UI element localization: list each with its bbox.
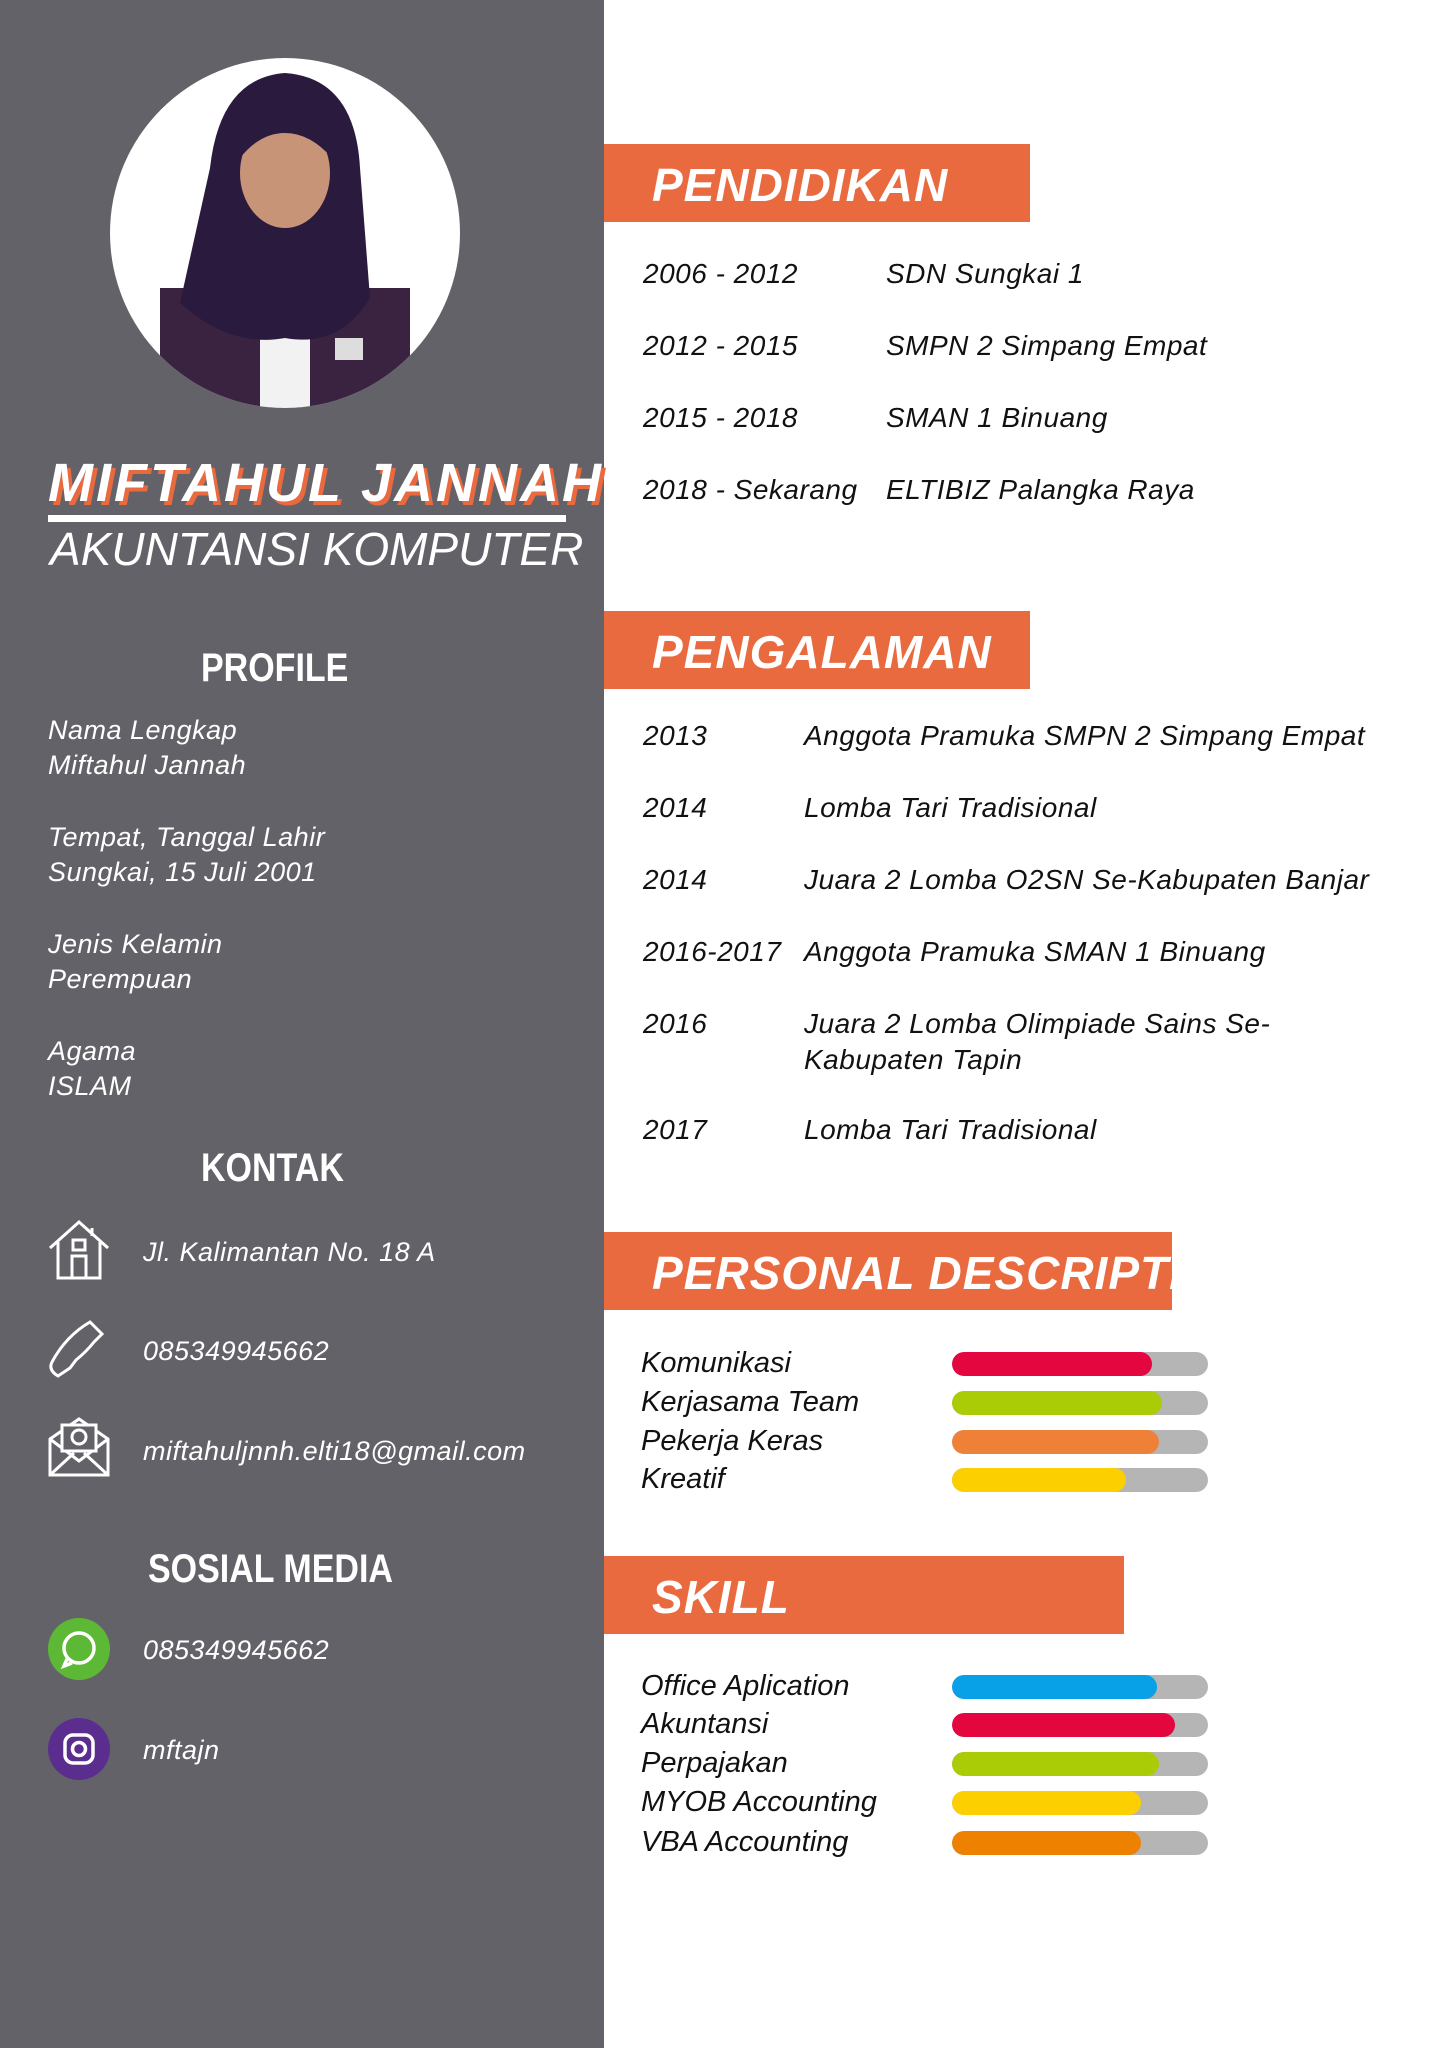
progress-track	[952, 1391, 1208, 1415]
whatsapp-number: 085349945662	[143, 1635, 330, 1665]
personal-banner	[604, 1232, 1254, 1310]
experience-banner	[604, 611, 1030, 689]
progress-track	[952, 1831, 1208, 1855]
experience-year: 2014	[643, 864, 708, 895]
progress-fill	[952, 1713, 1175, 1737]
bar-label: Perpajakan	[641, 1747, 788, 1779]
field-label: Jenis Kelamin	[48, 929, 223, 959]
bar-label: VBA Accounting	[641, 1826, 849, 1858]
progress-track	[952, 1713, 1208, 1737]
bar-label: Komunikasi	[641, 1347, 791, 1379]
progress-track	[952, 1430, 1208, 1454]
progress-fill	[952, 1752, 1159, 1776]
experience-text: Kabupaten Tapin	[804, 1044, 1023, 1075]
email-text[interactable]: miftahuljnnh.elti18@gmail.com	[143, 1436, 526, 1466]
progress-fill	[952, 1352, 1152, 1376]
bar-label: Akuntansi	[641, 1708, 769, 1740]
progress-fill	[952, 1391, 1162, 1415]
experience-text: Lomba Tari Tradisional	[804, 1114, 1097, 1145]
address-text: Jl. Kalimantan No. 18 A	[143, 1237, 436, 1267]
bar-label: Kreatif	[641, 1463, 725, 1495]
progress-track	[952, 1468, 1208, 1492]
progress-fill	[952, 1831, 1141, 1855]
field-value: ISLAM	[48, 1071, 132, 1101]
education-heading: PENDIDIKAN	[652, 159, 949, 211]
skill-banner	[604, 1556, 1124, 1634]
experience-year: 2013	[643, 720, 708, 751]
education-years: 2015 - 2018	[643, 402, 798, 433]
personal-heading: PERSONAL DESCRIPTION	[652, 1247, 1254, 1299]
instagram-handle: mftajn	[143, 1735, 220, 1765]
education-school: SMAN 1 Binuang	[886, 402, 1108, 433]
field-label: Tempat, Tanggal Lahir	[48, 822, 326, 852]
experience-text: Lomba Tari Tradisional	[804, 792, 1097, 823]
experience-heading: PENGALAMAN	[652, 626, 992, 678]
education-school: SMPN 2 Simpang Empat	[886, 330, 1208, 361]
social-heading: SOSIAL MEDIA	[148, 1547, 393, 1591]
experience-text: Anggota Pramuka SMAN 1 Binuang	[804, 936, 1266, 967]
progress-fill	[952, 1430, 1159, 1454]
field-value: Sungkai, 15 Juli 2001	[48, 857, 317, 887]
field-label: Agama	[48, 1036, 137, 1066]
email-icon	[46, 1413, 112, 1479]
experience-text: Juara 2 Lomba Olimpiade Sains Se-	[804, 1008, 1271, 1039]
profile-photo	[110, 58, 460, 408]
whatsapp-icon	[48, 1618, 110, 1680]
experience-year: 2016-2017	[643, 936, 782, 967]
bar-label: Kerjasama Team	[641, 1386, 860, 1418]
progress-track	[952, 1352, 1208, 1376]
bar-label: Office Aplication	[641, 1670, 850, 1702]
experience-year: 2017	[643, 1114, 708, 1145]
contact-heading: KONTAK	[201, 1146, 344, 1190]
education-school: SDN Sungkai 1	[886, 258, 1084, 289]
progress-fill	[952, 1791, 1141, 1815]
education-school: ELTIBIZ Palangka Raya	[886, 474, 1195, 505]
progress-track	[952, 1675, 1208, 1699]
phone-icon	[46, 1316, 112, 1382]
experience-year: 2014	[643, 792, 708, 823]
experience-text: Anggota Pramuka SMPN 2 Simpang Empat	[804, 720, 1366, 751]
education-years: 2006 - 2012	[643, 258, 798, 289]
instagram-icon	[48, 1718, 110, 1780]
skill-heading: SKILL	[652, 1571, 790, 1623]
name-divider	[48, 515, 566, 522]
progress-track	[952, 1791, 1208, 1815]
bar-label: MYOB Accounting	[641, 1786, 877, 1818]
field-value: Miftahul Jannah	[48, 750, 247, 780]
full-name: MIFTAHUL JANNAH	[48, 453, 604, 513]
experience-year: 2016	[643, 1008, 708, 1039]
education-years: 2018 - Sekarang	[643, 474, 858, 505]
profile-heading: PROFILE	[201, 646, 349, 690]
job-title: AKUNTANSI KOMPUTER	[50, 523, 584, 575]
home-icon	[46, 1216, 112, 1282]
phone-text: 085349945662	[143, 1336, 330, 1366]
experience-text: Juara 2 Lomba O2SN Se-Kabupaten Banjar	[804, 864, 1370, 895]
field-value: Perempuan	[48, 964, 193, 994]
progress-fill	[952, 1675, 1157, 1699]
education-years: 2012 - 2015	[643, 330, 798, 361]
progress-fill	[952, 1468, 1126, 1492]
bar-label: Pekerja Keras	[641, 1425, 824, 1457]
education-banner	[604, 144, 1030, 222]
field-label: Nama Lengkap	[48, 715, 238, 745]
progress-track	[952, 1752, 1208, 1776]
